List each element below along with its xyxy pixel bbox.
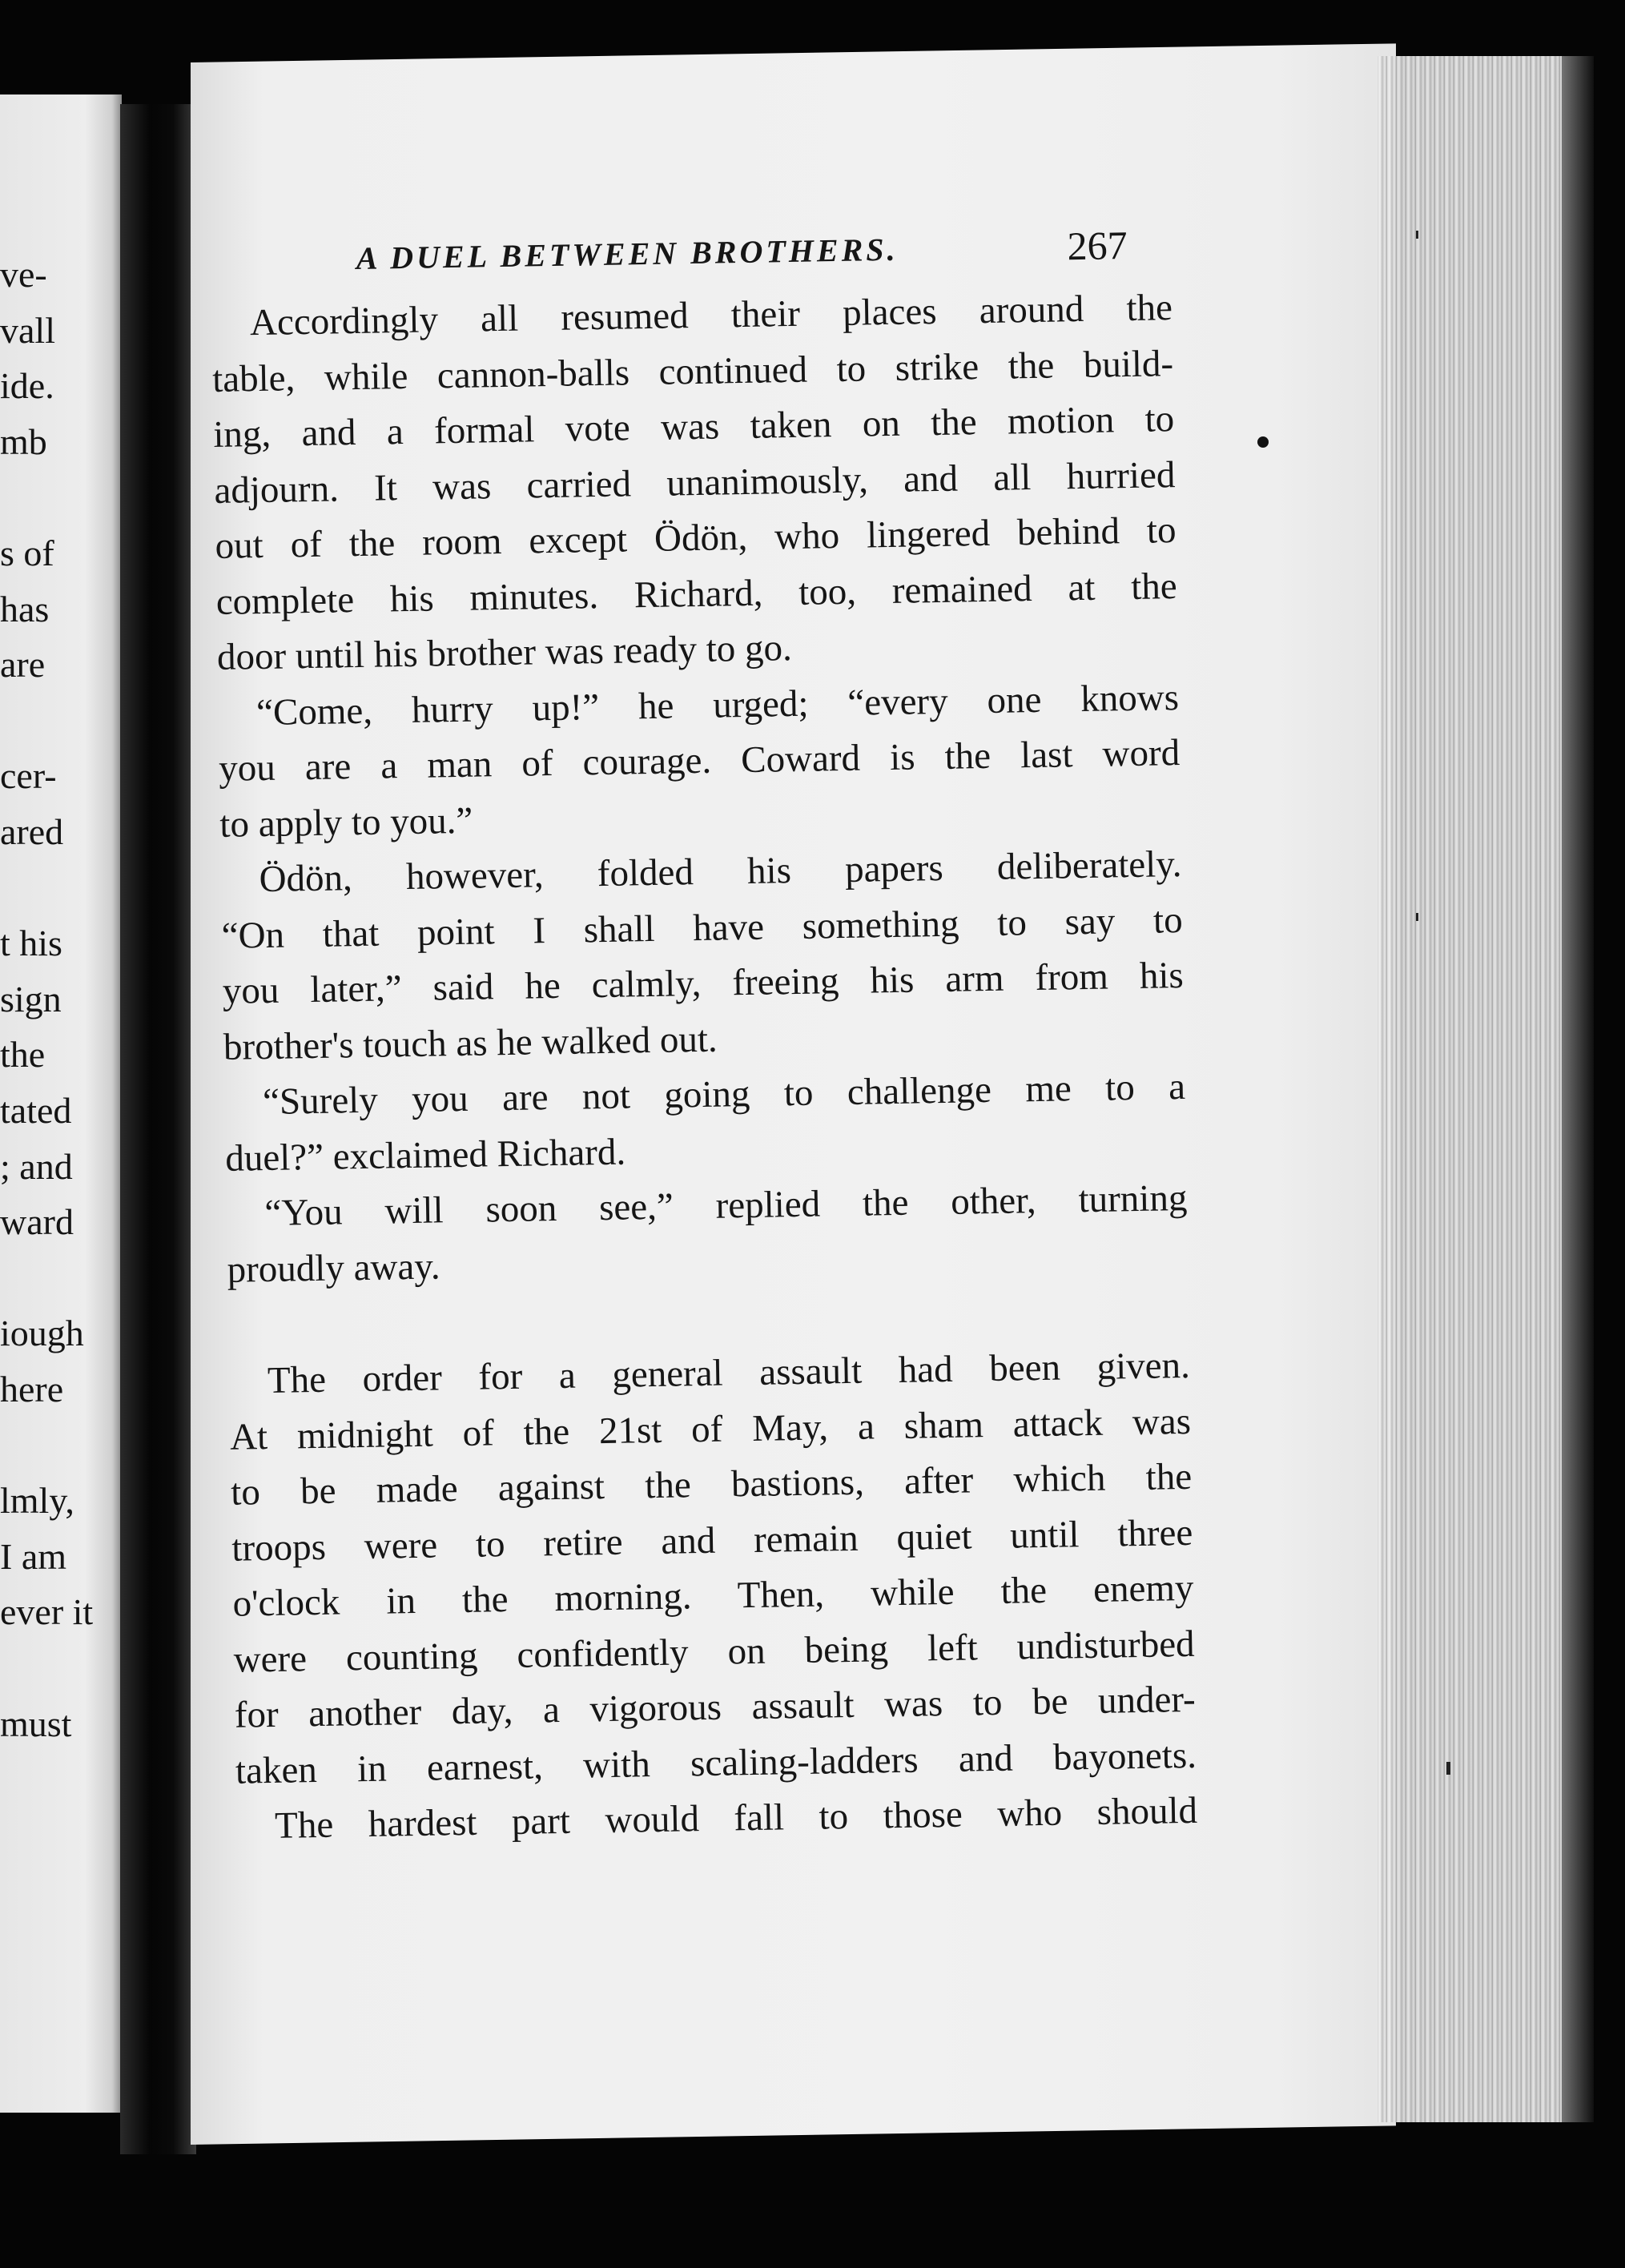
book-gutter <box>120 104 196 2154</box>
previous-page-line: mb <box>0 420 47 462</box>
text-line: to be made against the bastions, after which the <box>230 1455 1193 1514</box>
text-line: complete his minutes. Richard, too, remained at the <box>215 565 1178 623</box>
text-line: out of the room except Ödön, who lingered behind to <box>215 509 1177 567</box>
page-edges <box>1378 56 1594 2122</box>
previous-page-line: iough <box>0 1313 84 1354</box>
text-line: “On that point I shall have something to say to <box>221 899 1183 957</box>
previous-page-line: the <box>0 1034 46 1076</box>
text-line: The order for a general assault had been given. <box>267 1344 1191 1402</box>
previous-page-line: ever it <box>0 1591 94 1633</box>
previous-page-line: has <box>0 588 50 629</box>
scan-mark <box>1416 231 1418 239</box>
text-line: o'clock in the morning. Then, while the enemy <box>232 1566 1194 1625</box>
previous-page-line: must <box>0 1703 72 1744</box>
previous-page-line: are <box>0 644 46 686</box>
text-line: were counting confidently on being left undisturbed <box>233 1623 1195 1681</box>
text-line: for another day, a vigorous assault was to be under- <box>234 1678 1197 1736</box>
previous-page-line: ve- <box>0 254 47 295</box>
text-line: Accordingly all resumed their places around the <box>249 287 1173 344</box>
text-line: duel?” exclaimed Richard. <box>224 1131 626 1180</box>
text-line: “Surely you are not going to challenge me to a <box>262 1065 1186 1124</box>
text-line: At midnight of the 21st of May, a sham attack was <box>229 1400 1192 1458</box>
text-line: to apply to you.” <box>219 799 473 846</box>
scan-mark <box>1446 1762 1450 1775</box>
scan-speck <box>1257 436 1269 448</box>
text-line: you later,” said he calmly, freeing his arm from his <box>222 954 1185 1012</box>
scan-mark <box>1416 913 1418 921</box>
text-line: door until his brother was ready to go. <box>216 627 793 678</box>
text-line: “Come, hurry up!” he urged; “every one knows <box>255 676 1180 734</box>
previous-page-line: t his <box>0 923 62 964</box>
body-text-section-2 <box>228 1338 1197 1855</box>
previous-page-line: ward <box>0 1201 74 1243</box>
previous-page-line: vall <box>0 309 55 351</box>
previous-page-line: ; and <box>0 1145 73 1187</box>
text-line: brother's touch as he walked out. <box>223 1018 718 1068</box>
previous-page-line: tated <box>0 1090 72 1131</box>
text-line: taken in earnest, with scaling-ladders and bayonets. <box>235 1734 1197 1792</box>
previous-page-line: ared <box>0 811 64 852</box>
text-line: ing, and a formal vote was taken on the motion to <box>212 398 1175 456</box>
text-line: troops were to retire and remain quiet until three <box>231 1511 1193 1570</box>
text-line: you are a man of courage. Coward is the last word <box>218 732 1181 790</box>
previous-page-line: sign <box>0 978 62 1019</box>
previous-page-line: cer- <box>0 755 57 797</box>
text-line: Ödön, however, folded his papers deliberately. <box>259 842 1182 901</box>
previous-page-line: ide. <box>0 365 54 407</box>
text-line: “You will soon see,” replied the other, turning <box>264 1176 1188 1235</box>
text-line: adjourn. It was carried unanimously, and all hurried <box>214 453 1176 512</box>
previous-page-line: lmly, <box>0 1480 74 1522</box>
running-title: A DUEL BETWEEN BROTHERS. <box>356 231 899 276</box>
text-line: proudly away. <box>227 1245 440 1291</box>
page-content <box>210 208 1198 1855</box>
page-number: 267 <box>1067 223 1128 269</box>
previous-page-line: s of <box>0 533 54 573</box>
previous-page-line: I am <box>0 1535 67 1577</box>
previous-page-line: here <box>0 1369 64 1409</box>
text-line: table, while cannon-balls continued to strike the build- <box>211 342 1174 400</box>
text-line: The hardest part would fall to those who should <box>274 1789 1198 1847</box>
body-text-section-1 <box>211 280 1189 1298</box>
previous-page-fragment <box>0 94 122 2113</box>
